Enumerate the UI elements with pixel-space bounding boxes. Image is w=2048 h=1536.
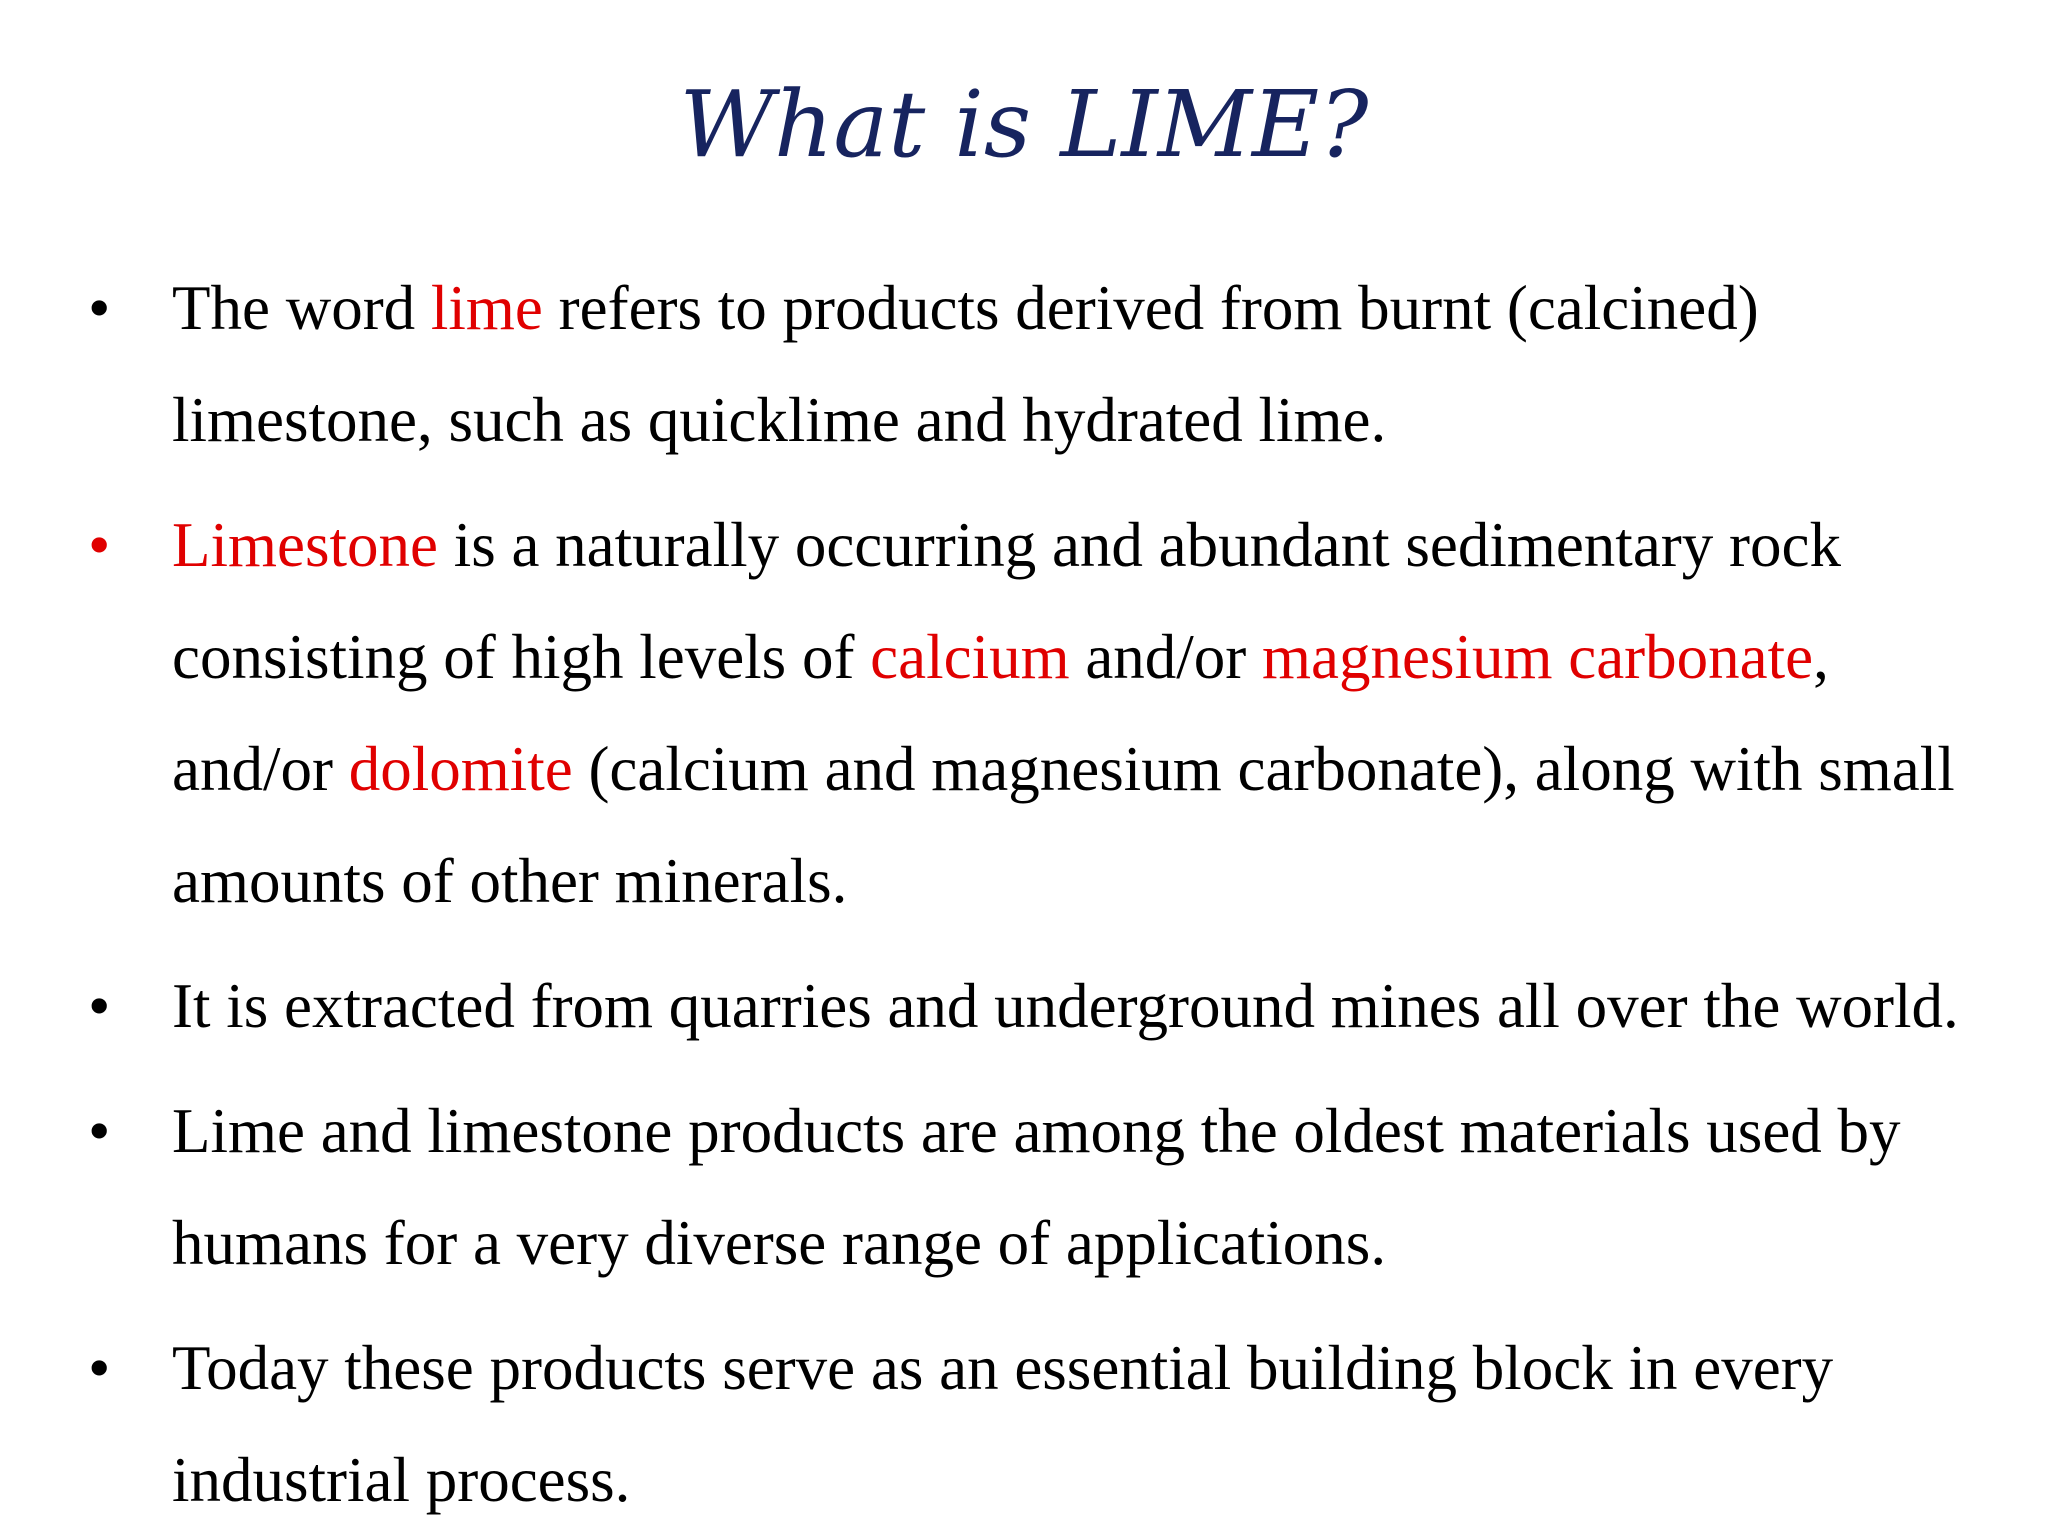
bullet-line bbox=[172, 1187, 2022, 1299]
text-run: and/or bbox=[172, 734, 349, 804]
text-run: Today these products serve as an essential building block in every bbox=[172, 1333, 1834, 1403]
highlighted-term: Limestone bbox=[172, 510, 438, 580]
text-run: limestone, such as quicklime and hydrated lime. bbox=[172, 385, 1387, 455]
text-run: humans for a very diverse range of applications. bbox=[172, 1208, 1387, 1278]
highlighted-term: calcium bbox=[870, 622, 1070, 692]
bullet-text bbox=[172, 489, 2022, 937]
highlighted-term: magnesium carbonate bbox=[1262, 622, 1814, 692]
bullet-text bbox=[172, 1312, 2022, 1536]
bullet-item bbox=[0, 1075, 2048, 1299]
bullet-marker: • bbox=[88, 272, 111, 343]
bullet-line bbox=[172, 1312, 2022, 1424]
bullet-marker: • bbox=[88, 509, 111, 580]
slide-title: What is LIME? bbox=[679, 71, 1369, 178]
bullet-text bbox=[172, 252, 2022, 476]
bullet-line bbox=[172, 950, 2022, 1062]
highlighted-term: lime bbox=[430, 273, 543, 343]
bullet-line bbox=[172, 252, 2022, 364]
bullet-item bbox=[0, 489, 2048, 937]
bullet-marker: • bbox=[88, 970, 111, 1041]
bullet-text bbox=[172, 1075, 2022, 1299]
bullet-item bbox=[0, 1312, 2048, 1536]
bullet-list bbox=[0, 252, 2048, 1536]
bullet-line bbox=[172, 713, 2022, 825]
text-run: and/or bbox=[1069, 622, 1263, 692]
bullet-text bbox=[172, 950, 2022, 1062]
bullet-line bbox=[172, 825, 2022, 937]
text-run: is a naturally occurring and abundant sedimentary rock bbox=[437, 510, 1841, 580]
text-run: Lime and limestone products are among the oldest materials used by bbox=[172, 1096, 1901, 1166]
bullet-item bbox=[0, 950, 2048, 1062]
text-run: amounts of other minerals. bbox=[172, 846, 848, 916]
text-run: (calcium and magnesium carbonate), along with small bbox=[572, 734, 1955, 804]
bullet-line bbox=[172, 1424, 2022, 1536]
text-run: It is extracted from quarries and underground mines all over the world. bbox=[172, 971, 1959, 1041]
bullet-item bbox=[0, 252, 2048, 476]
bullet-marker: • bbox=[88, 1332, 111, 1403]
text-run: refers to products derived from burnt (calcined) bbox=[542, 273, 1759, 343]
bullet-line bbox=[172, 601, 2022, 713]
bullet-line bbox=[172, 1075, 2022, 1187]
bullet-line bbox=[172, 489, 2022, 601]
bullet-marker: • bbox=[88, 1095, 111, 1166]
bullet-line bbox=[172, 364, 2022, 476]
text-run: consisting of high levels of bbox=[172, 622, 871, 692]
text-run: , bbox=[1813, 622, 1829, 692]
highlighted-term: dolomite bbox=[348, 734, 573, 804]
text-run: The word bbox=[172, 273, 431, 343]
text-run: industrial process. bbox=[172, 1445, 631, 1515]
